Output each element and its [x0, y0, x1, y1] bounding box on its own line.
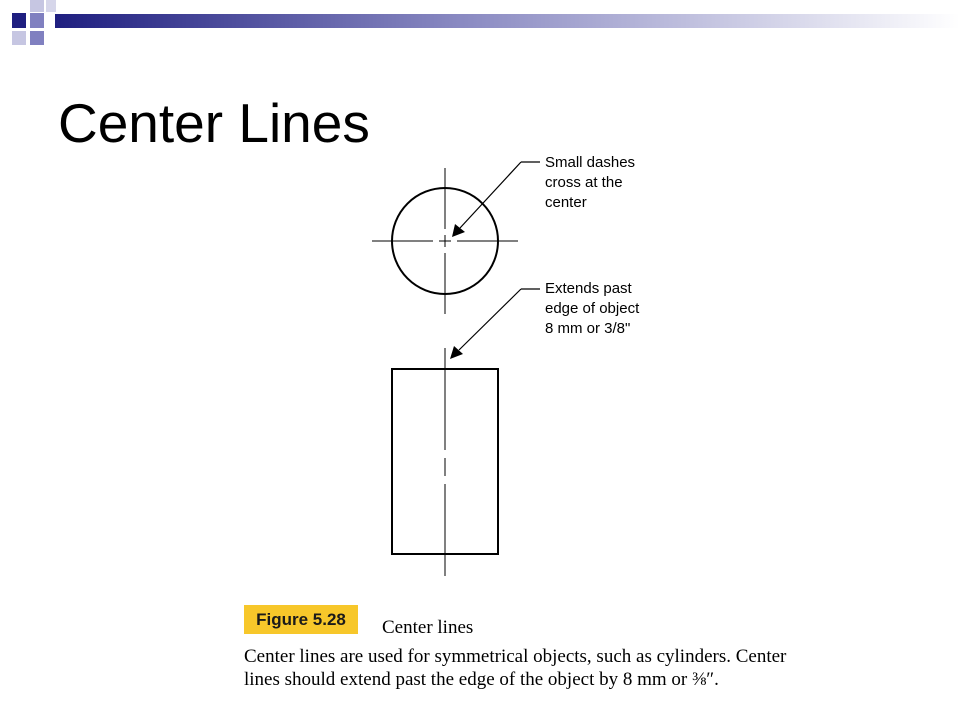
figure-number-tag: Figure 5.28 [244, 605, 358, 634]
figure-title: Center lines [382, 617, 474, 638]
callout-line: cross at the [545, 174, 623, 191]
slide-title: Center Lines [58, 92, 370, 154]
leader-extends-past [450, 289, 540, 359]
callout-line: Extends past [545, 280, 632, 297]
figure-caption: Center lines are used for symmetrical objects, such as cylinders. Center lines should extend past the edge of the object by 8 mm or ⅜″. [244, 646, 787, 690]
callout-line: edge of object [545, 300, 640, 317]
callout-small-dashes [545, 153, 635, 213]
callout-extends-past [545, 279, 639, 339]
circle-center-lines [372, 168, 518, 314]
callout-line: Small dashes [545, 154, 636, 171]
callout-line: center [545, 194, 587, 211]
callout-line: 8 mm or 3/8" [545, 320, 631, 337]
